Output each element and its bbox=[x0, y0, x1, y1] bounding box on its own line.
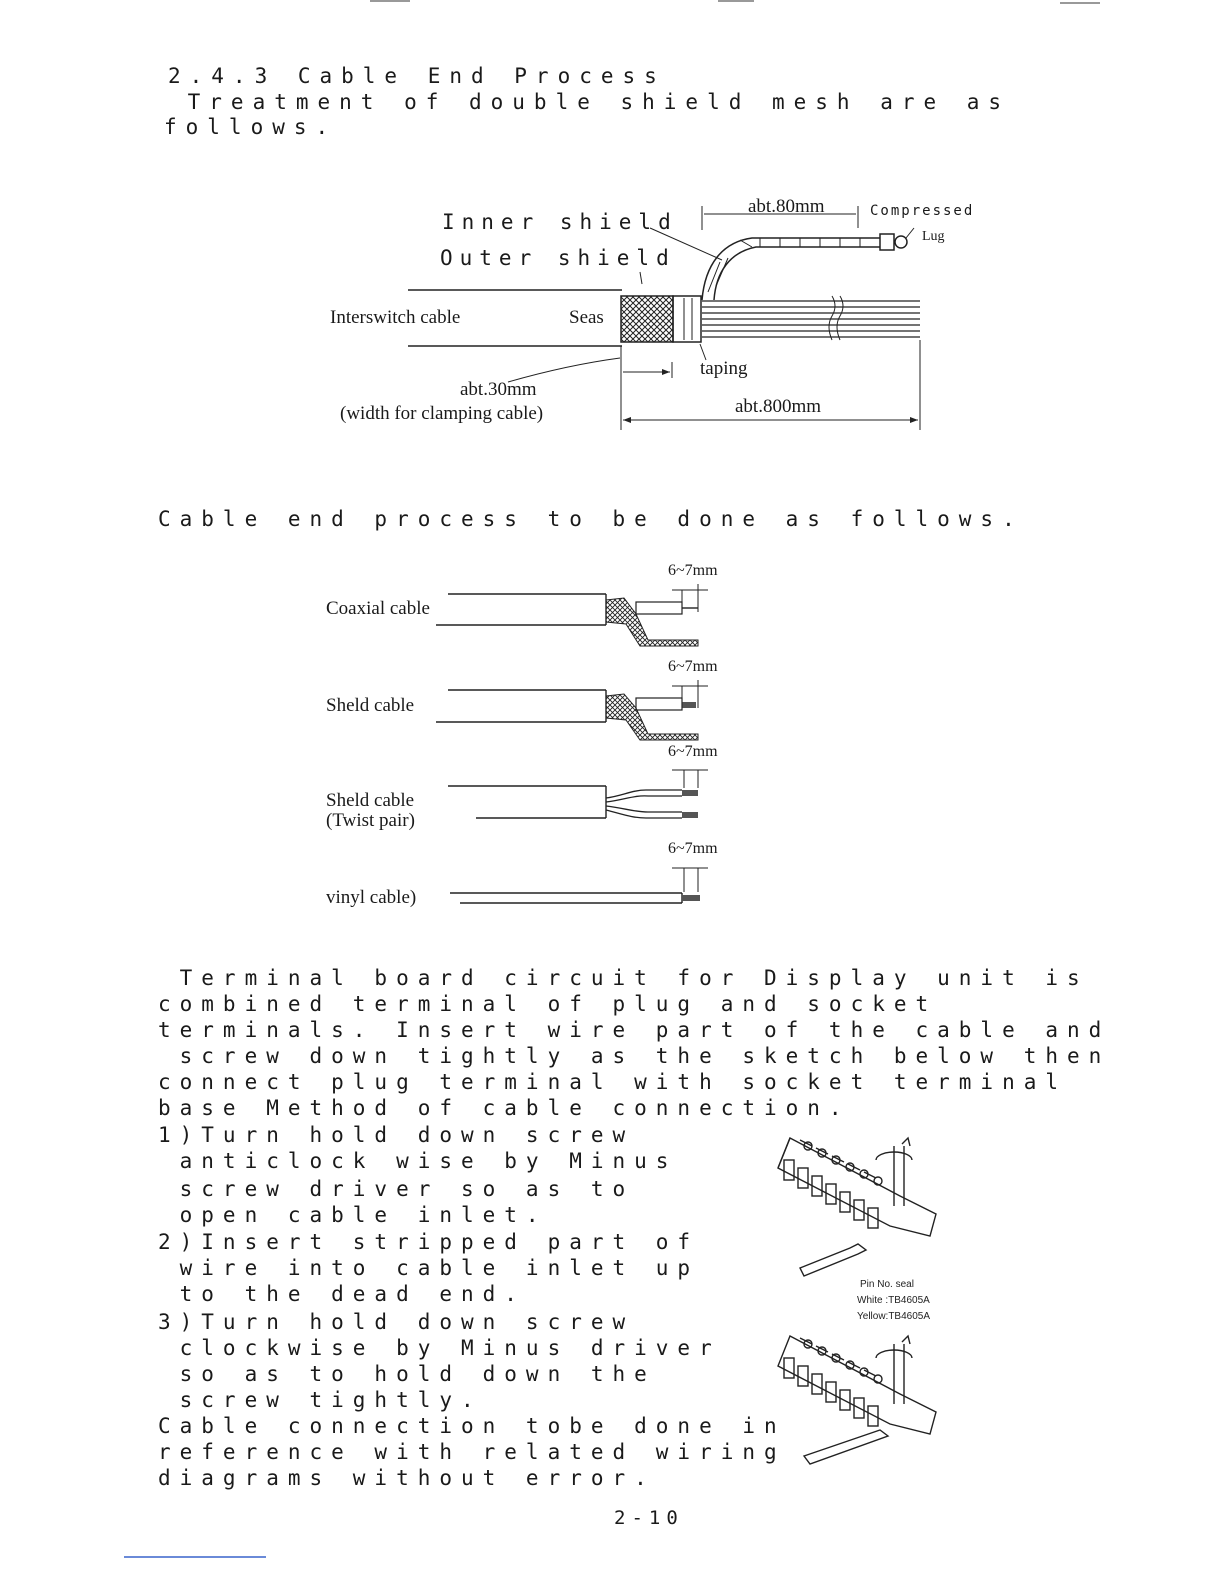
section-heading: 2.4.3 Cable End Process bbox=[168, 64, 666, 88]
step-1-line-d: open cable inlet. bbox=[158, 1203, 548, 1227]
scan-mark-2 bbox=[718, 0, 754, 2]
body-line-2: combined terminal of plug and socket bbox=[158, 992, 938, 1016]
abt80-label: abt.80mm bbox=[748, 196, 825, 217]
inner-shield-label: Inner shield bbox=[442, 210, 678, 234]
pin-seal-note-1: Pin No. seal bbox=[860, 1279, 914, 1290]
outer-shield-label: Outer shield bbox=[440, 246, 676, 270]
intro-line-1: Treatment of double shield mesh are as bbox=[166, 90, 1011, 114]
scan-artifact-line bbox=[124, 1556, 266, 1558]
body-line-1: Terminal board circuit for Display unit is bbox=[158, 966, 1089, 990]
process-sentence: Cable end process to be done as follows. bbox=[158, 507, 1024, 531]
coaxial-dimension: 6~7mm bbox=[668, 562, 718, 579]
vinyl-cable-label: vinyl cable) bbox=[326, 887, 417, 908]
step-3-line-c: so as to hold down the bbox=[158, 1362, 656, 1386]
scan-mark-1 bbox=[370, 0, 410, 2]
closing-line-2: reference with related wiring bbox=[158, 1440, 786, 1464]
scan-mark-3 bbox=[1060, 2, 1100, 4]
step-2-line-b: wire into cable inlet up bbox=[158, 1256, 700, 1280]
twist-cable-label-1: Sheld cable bbox=[326, 790, 415, 811]
sheld-dimension: 6~7mm bbox=[668, 658, 718, 675]
closing-line-1: Cable connection tobe done in bbox=[158, 1414, 786, 1438]
compressed-label: Compressed bbox=[870, 203, 975, 219]
interswitch-cable-label: Interswitch cable bbox=[330, 307, 461, 328]
sheld-cable-label: Sheld cable bbox=[326, 695, 415, 716]
step-3-line-d: screw tightly. bbox=[158, 1388, 483, 1412]
pin-seal-note-3: Yellow:TB4605A bbox=[857, 1311, 931, 1322]
abt800-label: abt.800mm bbox=[735, 396, 822, 417]
twist-cable-label-2: (Twist pair) bbox=[326, 810, 415, 831]
step-3-line-a: 3)Turn hold down screw bbox=[158, 1310, 635, 1334]
step-3-line-b: clockwise by Minus driver bbox=[158, 1336, 721, 1360]
body-line-6: base Method of cable connection. bbox=[158, 1096, 851, 1120]
body-line-3: terminals. Insert wire part of the cable and bbox=[158, 1018, 1111, 1042]
body-line-4: screw down tightly as the sketch below then bbox=[158, 1044, 1111, 1068]
pin-seal-note-2: White :TB4605A bbox=[857, 1295, 930, 1306]
intro-line-2: follows. bbox=[164, 115, 338, 139]
page-number: 2-10 bbox=[614, 1507, 684, 1529]
step-1-line-c: screw driver so as to bbox=[158, 1177, 635, 1201]
step-1-line-b: anticlock wise by Minus bbox=[158, 1149, 678, 1173]
body-line-5: connect plug terminal with socket terminal bbox=[158, 1070, 1068, 1094]
seas-label: Seas bbox=[569, 307, 604, 328]
step-2-line-a: 2)Insert stripped part of bbox=[158, 1230, 700, 1254]
taping-label: taping bbox=[700, 358, 748, 379]
vinyl-dimension: 6~7mm bbox=[668, 840, 718, 857]
abt30-label: abt.30mm bbox=[460, 379, 537, 400]
coaxial-cable-label: Coaxial cable bbox=[326, 598, 430, 619]
step-2-line-c: to the dead end. bbox=[158, 1282, 526, 1306]
step-1-line-a: 1)Turn hold down screw bbox=[158, 1123, 635, 1147]
lug-label: Lug bbox=[922, 229, 945, 244]
clamping-width-label: (width for clamping cable) bbox=[340, 403, 544, 424]
closing-line-3: diagrams without error. bbox=[158, 1466, 656, 1490]
twist-dimension: 6~7mm bbox=[668, 743, 718, 760]
